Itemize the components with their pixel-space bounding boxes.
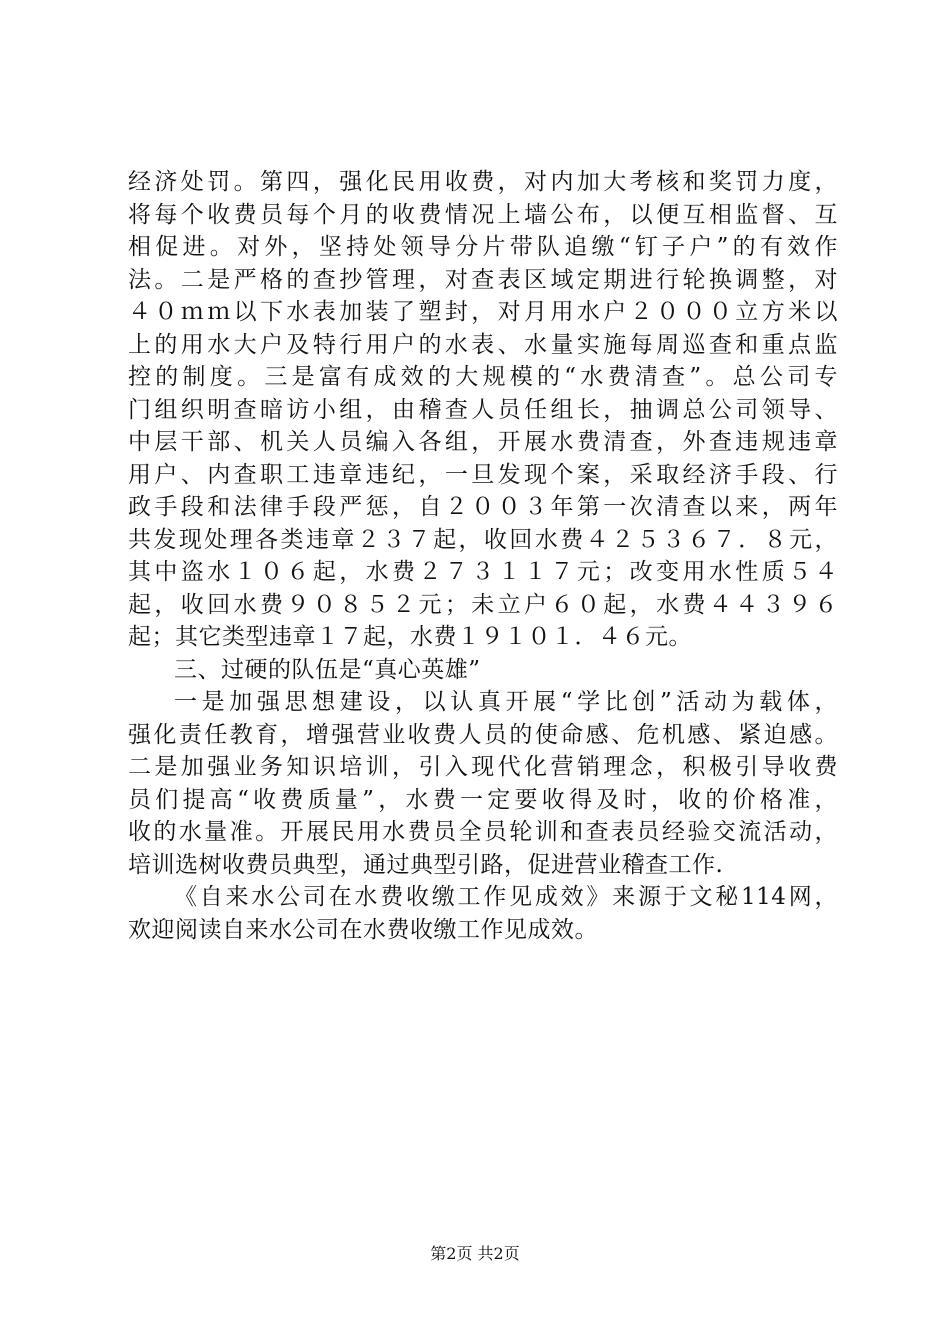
text-line: 控的制度。三是富有成效的大规模的“水费清查”。总公司专 xyxy=(128,364,838,390)
text-line: 门组织明查暗访小组，由稽查人员任组长，抽调总公司领导、 xyxy=(128,396,838,423)
text-line: 其中盗水１０６起，水费２７３１１７元；改变用水性质５４ xyxy=(128,559,838,585)
text-line: 起；其它类型违章１７起，水费１９１０１．４６元。 xyxy=(128,624,692,650)
text-line: 将每个收费员每个月的收费情况上墙公布，以便互相监督、互 xyxy=(128,201,838,228)
text-line: 二是加强业务知识培训，引入现代化营销理念，积极引导收费 xyxy=(128,754,838,780)
text-line: 起，收回水费９０８５２元；未立户６０起，水费４４３９６ xyxy=(128,591,838,618)
text-line: 政手段和法律手段严惩，自２００３年第一次清查以来，两年 xyxy=(128,494,838,520)
text-line: 员们提高“收费质量”，水费一定要收得及时，收的价格准， xyxy=(128,786,838,813)
text-line: 经济处罚。第四，强化民用收费，对内加大考核和奖罚力度， xyxy=(128,169,838,195)
text-line: 一是加强思想建设，以认真开展“学比创”活动为载体， xyxy=(174,689,838,715)
text-line: 收的水量准。开展民用水费员全员轮训和查表员经验交流活动， xyxy=(128,819,838,845)
text-line: 《自来水公司在水费收缴工作见成效》来源于文秘114网， xyxy=(174,884,838,910)
text-line: 欢迎阅读自来水公司在水费收缴工作见成效。 xyxy=(128,916,598,943)
text-line: 用户、内查职工违章违纪，一旦发现个案，采取经济手段、行 xyxy=(128,461,838,488)
text-line: 上的用水大户及特行用户的水表、水量实施每周巡查和重点监 xyxy=(128,331,838,358)
text-line: 强化责任教育，增强营业收费人员的使命感、危机感、紧迫感。 xyxy=(128,721,838,748)
text-line: 培训选树收费员典型，通过典型引路，促进营业稽查工作. xyxy=(128,851,724,878)
text-line: 中层干部、机关人员编入各组，开展水费清查，外查违规违章 xyxy=(128,429,838,455)
text-line: 法。二是严格的查抄管理，对查表区域定期进行轮换调整，对 xyxy=(128,266,838,293)
section-heading: 三、过硬的队伍是“真心英雄” xyxy=(174,656,481,683)
text-line: ４０ｍｍ以下水表加装了塑封，对月用水户２０００立方米以 xyxy=(128,299,838,325)
page-number-footer: 第2页 共2页 xyxy=(430,1244,520,1263)
document-body xyxy=(128,166,838,946)
text-line: 相促进。对外，坚持处领导分片带队追缴“钉子户”的有效作 xyxy=(128,234,838,260)
text-line: 共发现处理各类违章２３７起，收回水费４２５３６７．８元， xyxy=(128,526,838,553)
